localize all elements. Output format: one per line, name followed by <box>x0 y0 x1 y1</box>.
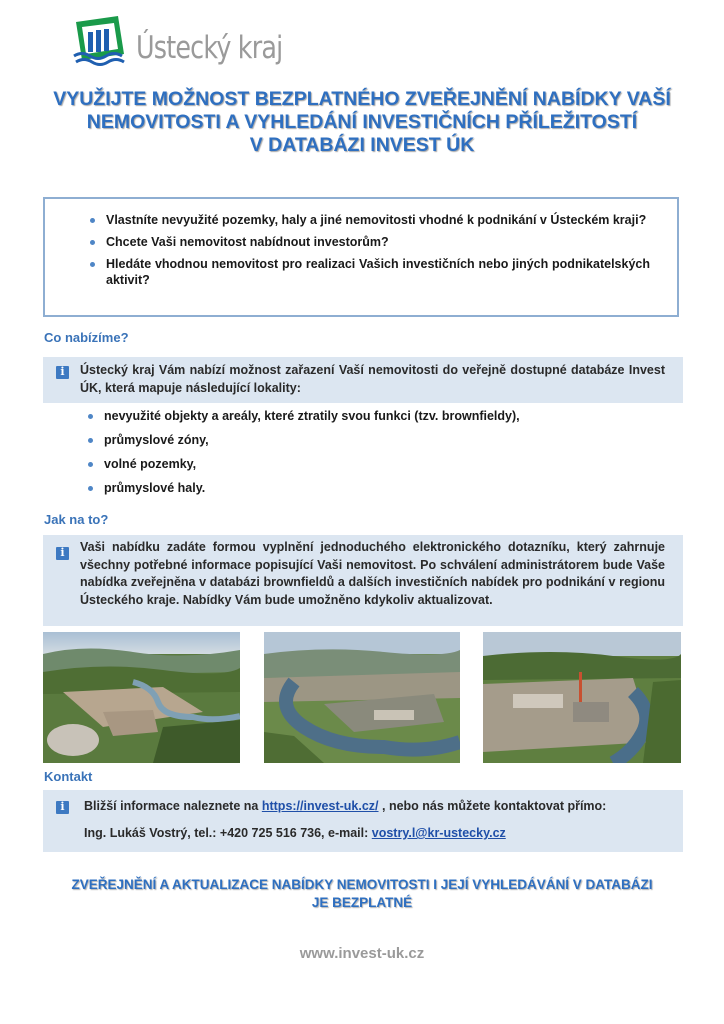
footer-title <box>30 876 694 912</box>
list-item: průmyslové zóny, <box>104 432 604 456</box>
bullet-icon <box>88 414 93 419</box>
list-item: Hledáte vhodnou nemovitost pro realizaci Vašich investičních nebo jiných podnikatelských aktivit? <box>106 256 650 288</box>
footer-title-line: ZVEŘEJNĚNÍ A AKTUALIZACE NABÍDKY NEMOVITOSTI I JEJÍ VYHLEDÁVÁNÍ V DATABÁZI <box>71 877 653 892</box>
title-line: NEMOVITOSTI A VYHLEDÁNÍ INVESTIČNÍCH PŘÍLEŽITOSTÍ <box>86 111 638 133</box>
website-footer: www.invest-uk.cz <box>299 945 425 962</box>
footer-title-line: JE BEZPLATNÉ <box>311 895 413 910</box>
list-item: nevyužité objekty a areály, které ztratily svou funkci (tzv. brownfieldy), <box>104 408 604 432</box>
list-item: Vlastníte nevyužité pozemky, haly a jiné nemovitosti vhodné k podnikání v Ústeckém kraji? <box>106 212 650 228</box>
regional-emblem-icon <box>72 16 130 68</box>
bullet-icon <box>90 218 95 223</box>
info-icon <box>56 547 69 560</box>
contact-line-person: Ing. Lukáš Vostrý, tel.: +420 725 516 736, e-mail: vostry.l@kr-ustecky.cz <box>84 826 506 840</box>
howto-text: Vaši nabídku zadáte formou vyplnění jednoduchého elektronického dotazníku, který zahrnuje všechny potřebné informace popisující Vaši nemovitost. Po schválení administrátorem bude Vaše nabídka zveřejněna v databázi brownfieldů a dalších investičních nabídek pro podnikání v regionu Ústeckého kraje. Nabídky Vám bude umožněno kdykoliv aktualizovat. <box>80 540 665 607</box>
section-heading-howto: Jak na to? <box>44 512 109 527</box>
aerial-photo-river-bend <box>264 632 460 763</box>
list-item: Chcete Vaši nemovitost nabídnout investorům? <box>106 234 650 250</box>
howto-info-box <box>43 535 683 626</box>
page-title <box>40 88 684 157</box>
aerial-photo-town-valley <box>43 632 240 763</box>
website-link[interactable]: https://invest-uk.cz/ <box>261 799 379 813</box>
bullet-icon <box>88 438 93 443</box>
aerial-photo-industrial-riverside <box>483 632 681 763</box>
offer-text: Ústecký kraj Vám nabízí možnost zařazení Vaší nemovitosti do veřejně dostupné databáze Invest ÚK, která mapuje následující lokality: <box>80 363 665 395</box>
bullet-icon <box>88 486 93 491</box>
section-heading-contact: Kontakt <box>44 769 93 784</box>
email-link[interactable]: vostry.l@kr-ustecky.cz <box>371 826 506 840</box>
title-line: VYUŽIJTE MOŽNOST BEZPLATNÉHO ZVEŘEJNĚNÍ NABÍDKY VAŠÍ <box>53 88 671 110</box>
locations-list <box>104 408 604 504</box>
questions-list <box>106 212 650 294</box>
bullet-icon <box>88 462 93 467</box>
section-heading-offer: Co nabízíme? <box>44 330 129 345</box>
info-icon <box>56 366 69 379</box>
info-icon <box>56 801 69 814</box>
logo <box>72 16 283 72</box>
offer-info-box <box>43 357 683 403</box>
contact-line-website: Bližší informace naleznete na https://invest-uk.cz/ , nebo nás můžete kontaktovat přímo: <box>84 799 607 813</box>
logo-name: Ústecký kraj <box>136 30 283 66</box>
questions-box <box>43 197 679 317</box>
bullet-icon <box>90 240 95 245</box>
bullet-icon <box>90 262 95 267</box>
list-item: volné pozemky, <box>104 456 604 480</box>
list-item: průmyslové haly. <box>104 480 604 504</box>
title-line: V DATABÁZI INVEST ÚK <box>249 134 475 156</box>
